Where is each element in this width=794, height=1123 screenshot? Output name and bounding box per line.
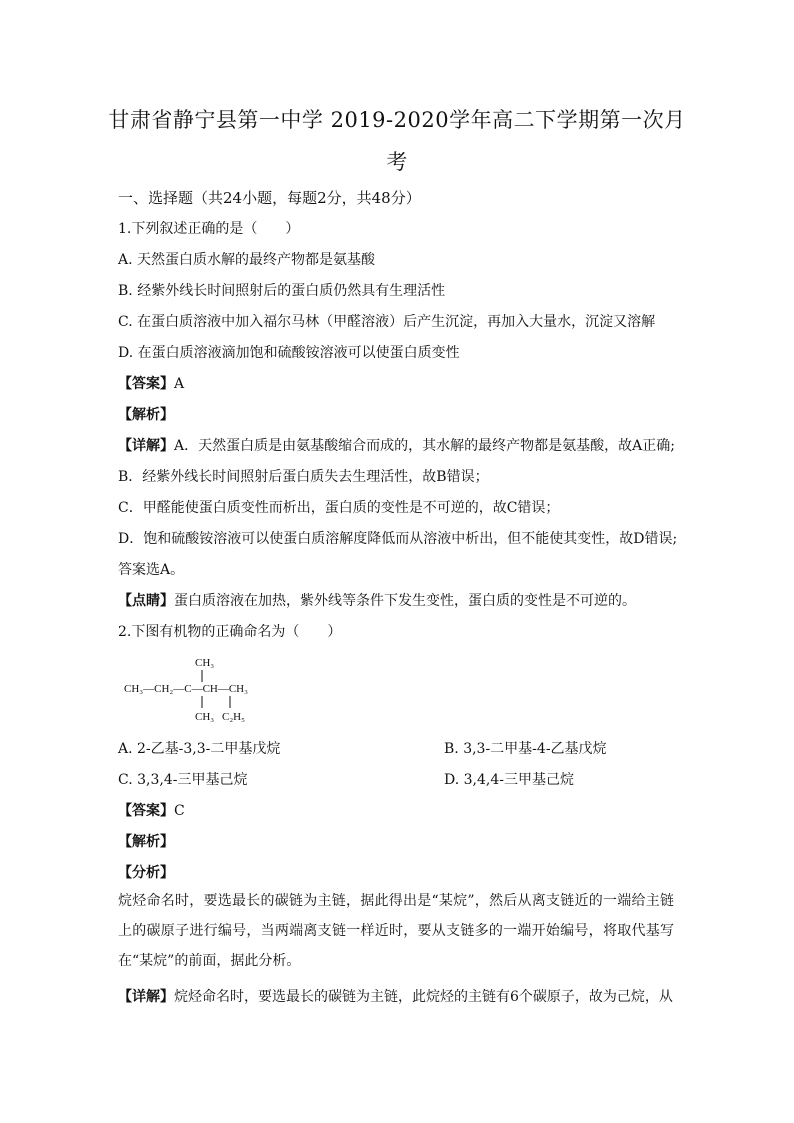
q1-detail-b: B．经紫外线长时间照射后蛋白质失去生理活性，故B错误； <box>118 469 489 485</box>
q2-answer-label: 【答案】 <box>118 803 174 819</box>
q1-option-a: A. 天然蛋白质水解的最终产物都是氨基酸 <box>118 252 376 268</box>
formula-bottom-methyl: CH₃ <box>195 711 215 723</box>
q1-detail-d: D．饱和硫酸铵溶液可以使蛋白质溶解度降低而从溶液中析出，但不能使其变性，故D错误; <box>118 531 678 547</box>
q1-point-text: 蛋白质溶液在加热，紫外线等条件下发生变性，蛋白质的变性是不可逆的。 <box>174 593 636 609</box>
document-title-continued: 考 <box>386 150 408 174</box>
q1-point-label: 【点睛】 <box>118 593 174 609</box>
q2-answer <box>118 800 185 820</box>
q2-detail-text: 烷烃命名时，要选最长的碳链为主链，此烷烃的主链有6个碳原子，故为己烷，从 <box>174 989 673 1005</box>
q1-detail-label: 【详解】 <box>118 438 174 454</box>
q1-answer-label: 【答案】 <box>118 376 174 392</box>
q2-detail-label: 【详解】 <box>118 989 174 1005</box>
section-heading: 一、选择题（共24小题，每题2分，共48分） <box>118 189 421 207</box>
q1-detail-c: C．甲醛能使蛋白质变性而析出，蛋白质的变性是不可逆的，故C错误； <box>118 500 560 516</box>
q2-stem: 2.下图有机物的正确命名为（ ） <box>118 624 342 640</box>
q1-detail-a: A．天然蛋白质是由氨基酸缩合而成的，其水解的最终产物都是氨基酸，故A正确; <box>174 438 675 454</box>
q1-option-d: D. 在蛋白质溶液滴加饱和硫酸铵溶液可以使蛋白质变性 <box>118 345 460 361</box>
q1-option-c: C. 在蛋白质溶液中加入福尔马林（甲醛溶液）后产生沉淀，再加入大量水，沉淀又溶解 <box>118 314 656 330</box>
q2-analysis-sub-label: 【分析】 <box>118 865 174 881</box>
q2-answer-value: C <box>174 803 185 819</box>
q2-analysis-text: 烷烃命名时，要选最长的碳链为主链，据此得出是“某烷”，然后从离支链近的一端给主链上的碳原子进行编号，当两端离支链一样近时，要从支链多的一端开始编号，将取代基写在“某烷”的前面，据此分析。 <box>118 893 674 969</box>
q1-detail-conclusion: 答案选A。 <box>118 562 185 578</box>
document-title: 甘肃省静宁县第一中学 2019-2020学年高二下学期第一次月 <box>108 108 686 132</box>
structural-formula <box>124 652 294 726</box>
q2-option-c: C. 3,3,4-三甲基己烷 <box>118 772 248 788</box>
q2-detail <box>118 986 674 1006</box>
q1-stem: 1.下列叙述正确的是（ ） <box>118 221 300 237</box>
q1-point <box>118 590 636 610</box>
q1-option-b: B. 经紫外线长时间照射后的蛋白质仍然具有生理活性 <box>118 283 446 299</box>
q1-analysis-label: 【解析】 <box>118 407 174 423</box>
q2-option-d: D. 3,4,4-三甲基己烷 <box>444 772 574 788</box>
formula-bottom-ethyl: C₂H₅ <box>222 711 245 723</box>
formula-top-methyl: CH₃ <box>195 657 215 669</box>
q2-option-a: A. 2-乙基-3,3-二甲基戊烷 <box>118 741 281 757</box>
q2-analysis-label: 【解析】 <box>118 834 174 850</box>
q2-option-b: B. 3,3-二甲基-4-乙基戊烷 <box>444 741 607 757</box>
formula-main-chain: CH₃—CH₂—C—CH—CH₃ <box>124 683 248 695</box>
q1-detail-line <box>118 435 675 455</box>
q1-answer <box>118 373 184 393</box>
q1-answer-value: A <box>174 376 185 392</box>
